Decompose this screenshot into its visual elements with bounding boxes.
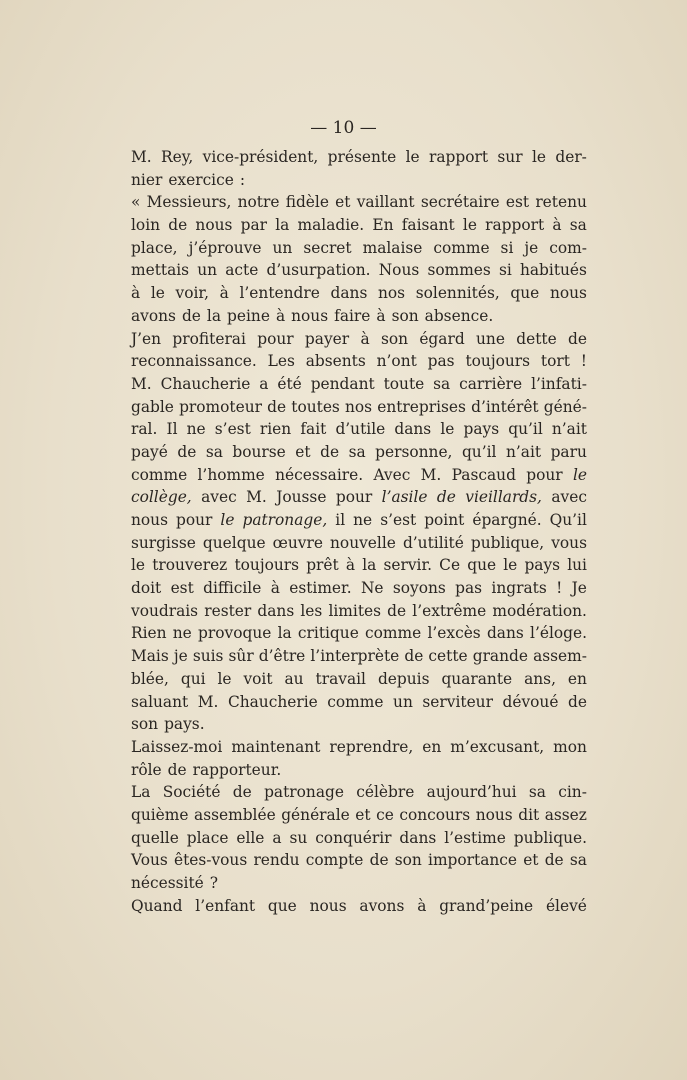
text-line: Laissez-moi maintenant reprendre, en m’excusant, mon: [131, 737, 587, 756]
text-line: payé de sa bourse et de sa personne, qu’il n’ait paru: [131, 442, 587, 461]
text-line: J’en profiterai pour payer à son égard une dette de: [131, 329, 587, 348]
text-line: nécessité ?: [131, 874, 219, 892]
text-line: quième assemblée générale et ce concours nous dit assez: [131, 805, 587, 824]
text-line: gable promoteur de toutes nos entreprises d’intérêt géné-: [131, 397, 587, 416]
text-line: ral. Il ne s’est rien fait d’utile dans le pays qu’il n’ait: [131, 420, 587, 439]
text-line: voudrais rester dans les limites de l’extrême modération.: [131, 601, 587, 620]
text-line: mettais un acte d’usurpation. Nous sommes si habitués: [131, 261, 587, 280]
text-line: reconnaissance. Les absents n’ont pas toujours tort !: [131, 352, 587, 371]
text-line: collège, avec M. Jousse pour l’asile de vieillards, avec: [131, 488, 587, 507]
text-line: Rien ne provoque la critique comme l’excès dans l’éloge.: [131, 624, 587, 643]
text-line: blée, qui le voit au travail depuis quarante ans, en: [131, 669, 587, 688]
text-line: surgisse quelque œuvre nouvelle d’utilité publique, vous: [131, 533, 587, 552]
text-line: « Messieurs, notre fidèle et vaillant secrétaire est retenu: [131, 193, 587, 212]
text-line: La Société de patronage célèbre aujourd’hui sa cin-: [131, 783, 587, 802]
page-number: — 10 —: [310, 118, 377, 138]
text-line: Vous êtes-vous rendu compte de son importance et de sa: [131, 851, 587, 870]
text-line: place, j’éprouve un secret malaise comme si je com-: [131, 238, 587, 257]
text-line: doit est difficile à estimer. Ne soyons pas ingrats ! Je: [131, 579, 587, 598]
body-text: [131, 146, 587, 917]
text-line: nous pour le patronage, il ne s’est point épargné. Qu’il: [131, 511, 587, 529]
text-line: M. Chaucherie a été pendant toute sa carrière l’infati-: [131, 374, 587, 393]
text-line: avons de la peine à nous faire à son absence.: [131, 306, 494, 325]
text-line: à le voir, à l’entendre dans nos solennités, que nous: [131, 284, 587, 303]
text-line: M. Rey, vice-président, présente le rapport sur le der-: [131, 148, 587, 166]
text-line: son pays.: [131, 715, 205, 734]
text-line: Quand l’enfant que nous avons à grand’peine élevé: [131, 896, 587, 915]
text-line: loin de nous par la maladie. En faisant le rapport à sa: [131, 216, 587, 235]
text-line: saluant M. Chaucherie comme un serviteur dévoué de: [131, 692, 587, 711]
text-line: rôle de rapporteur.: [131, 760, 282, 779]
text-line: quelle place elle a su conquérir dans l’estime publique.: [131, 828, 587, 847]
text-line: Mais je suis sûr d’être l’interprète de cette grande assem-: [131, 647, 587, 666]
text-line: nier exercice :: [131, 170, 246, 189]
text-line: comme l’homme nécessaire. Avec M. Pascaud pour le: [131, 465, 587, 484]
text-line: le trouverez toujours prêt à la servir. Ce que le pays lui: [131, 556, 587, 575]
